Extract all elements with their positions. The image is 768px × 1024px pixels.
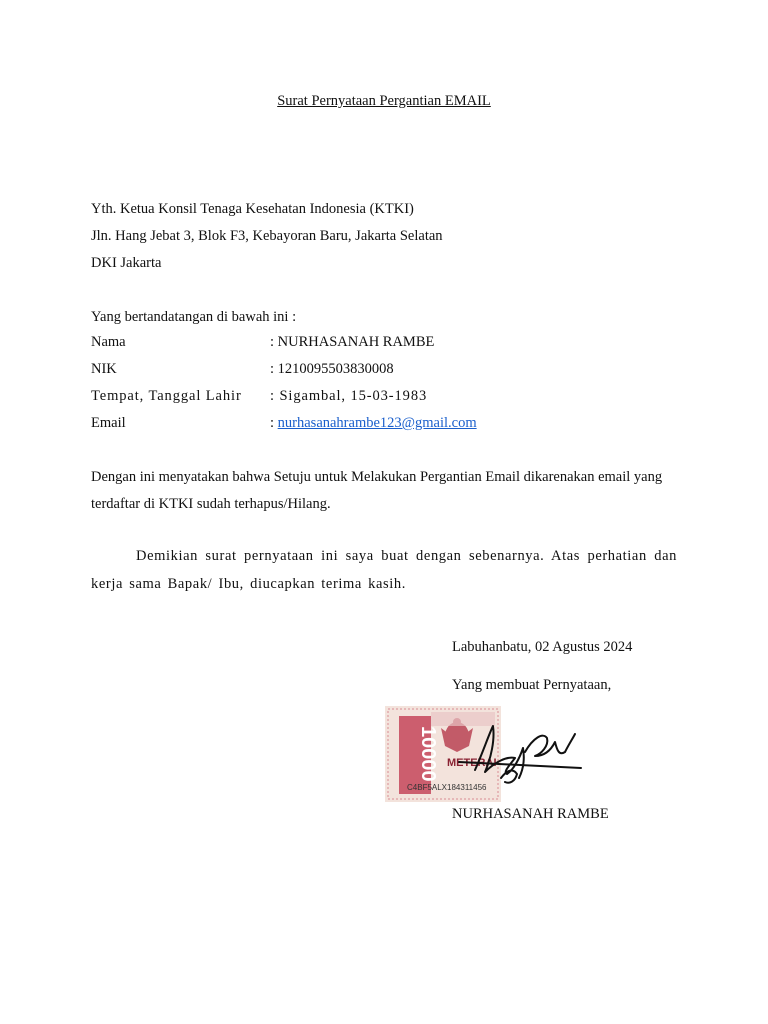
email-link[interactable]: nurhasanahrambe123@gmail.com (277, 415, 477, 431)
ttl-label: Tempat, Tanggal Lahir (91, 388, 242, 404)
intro-text: Yang bertandatangan di bawah ini : (91, 309, 297, 325)
email-label: Email (91, 415, 126, 431)
stamp-label-text: METERAI (447, 757, 497, 769)
recipient-line-1: Yth. Ketua Konsil Tenaga Kesehatan Indonesia (KTKI) (91, 201, 414, 217)
nama-label: Nama (91, 334, 126, 350)
ttl-value: : Sigambal, 15-03-1983 (270, 388, 428, 404)
nama-value: : NURHASANAH RAMBE (270, 334, 435, 350)
letter-title: Surat Pernyataan Pergantian EMAIL (277, 93, 491, 109)
email-row (270, 415, 477, 432)
nik-value: : 1210095503830008 (270, 361, 394, 377)
signer-name: NURHASANAH RAMBE (452, 806, 609, 822)
recipient-line-2: Jln. Hang Jebat 3, Blok F3, Kebayoran Baru, Jakarta Selatan (91, 228, 443, 244)
statement-paragraph: Dengan ini menyatakan bahwa Setuju untuk Melakukan Pergantian Email dikarenakan email yang terdaftar di KTKI sudah terhapus/Hilang. (91, 469, 663, 512)
handwritten-signature (455, 712, 585, 788)
stamp-serial-text: C4BF5ALX184311456 (407, 783, 487, 792)
email-colon: : (270, 415, 278, 431)
recipient-line-3: DKI Jakarta (91, 255, 162, 271)
closing-paragraph: Demikian surat pernyataan ini saya buat dengan sebenarnya. Atas perhatian dan kerja sama Bapak/ Ibu, diucapkan terima kasih. (91, 548, 677, 592)
nik-label: NIK (91, 361, 117, 377)
stamp-value-text: 10000 (417, 726, 439, 782)
place-date: Labuhanbatu, 02 Agustus 2024 (452, 639, 633, 655)
maker-label: Yang membuat Pernyataan, (452, 677, 612, 693)
